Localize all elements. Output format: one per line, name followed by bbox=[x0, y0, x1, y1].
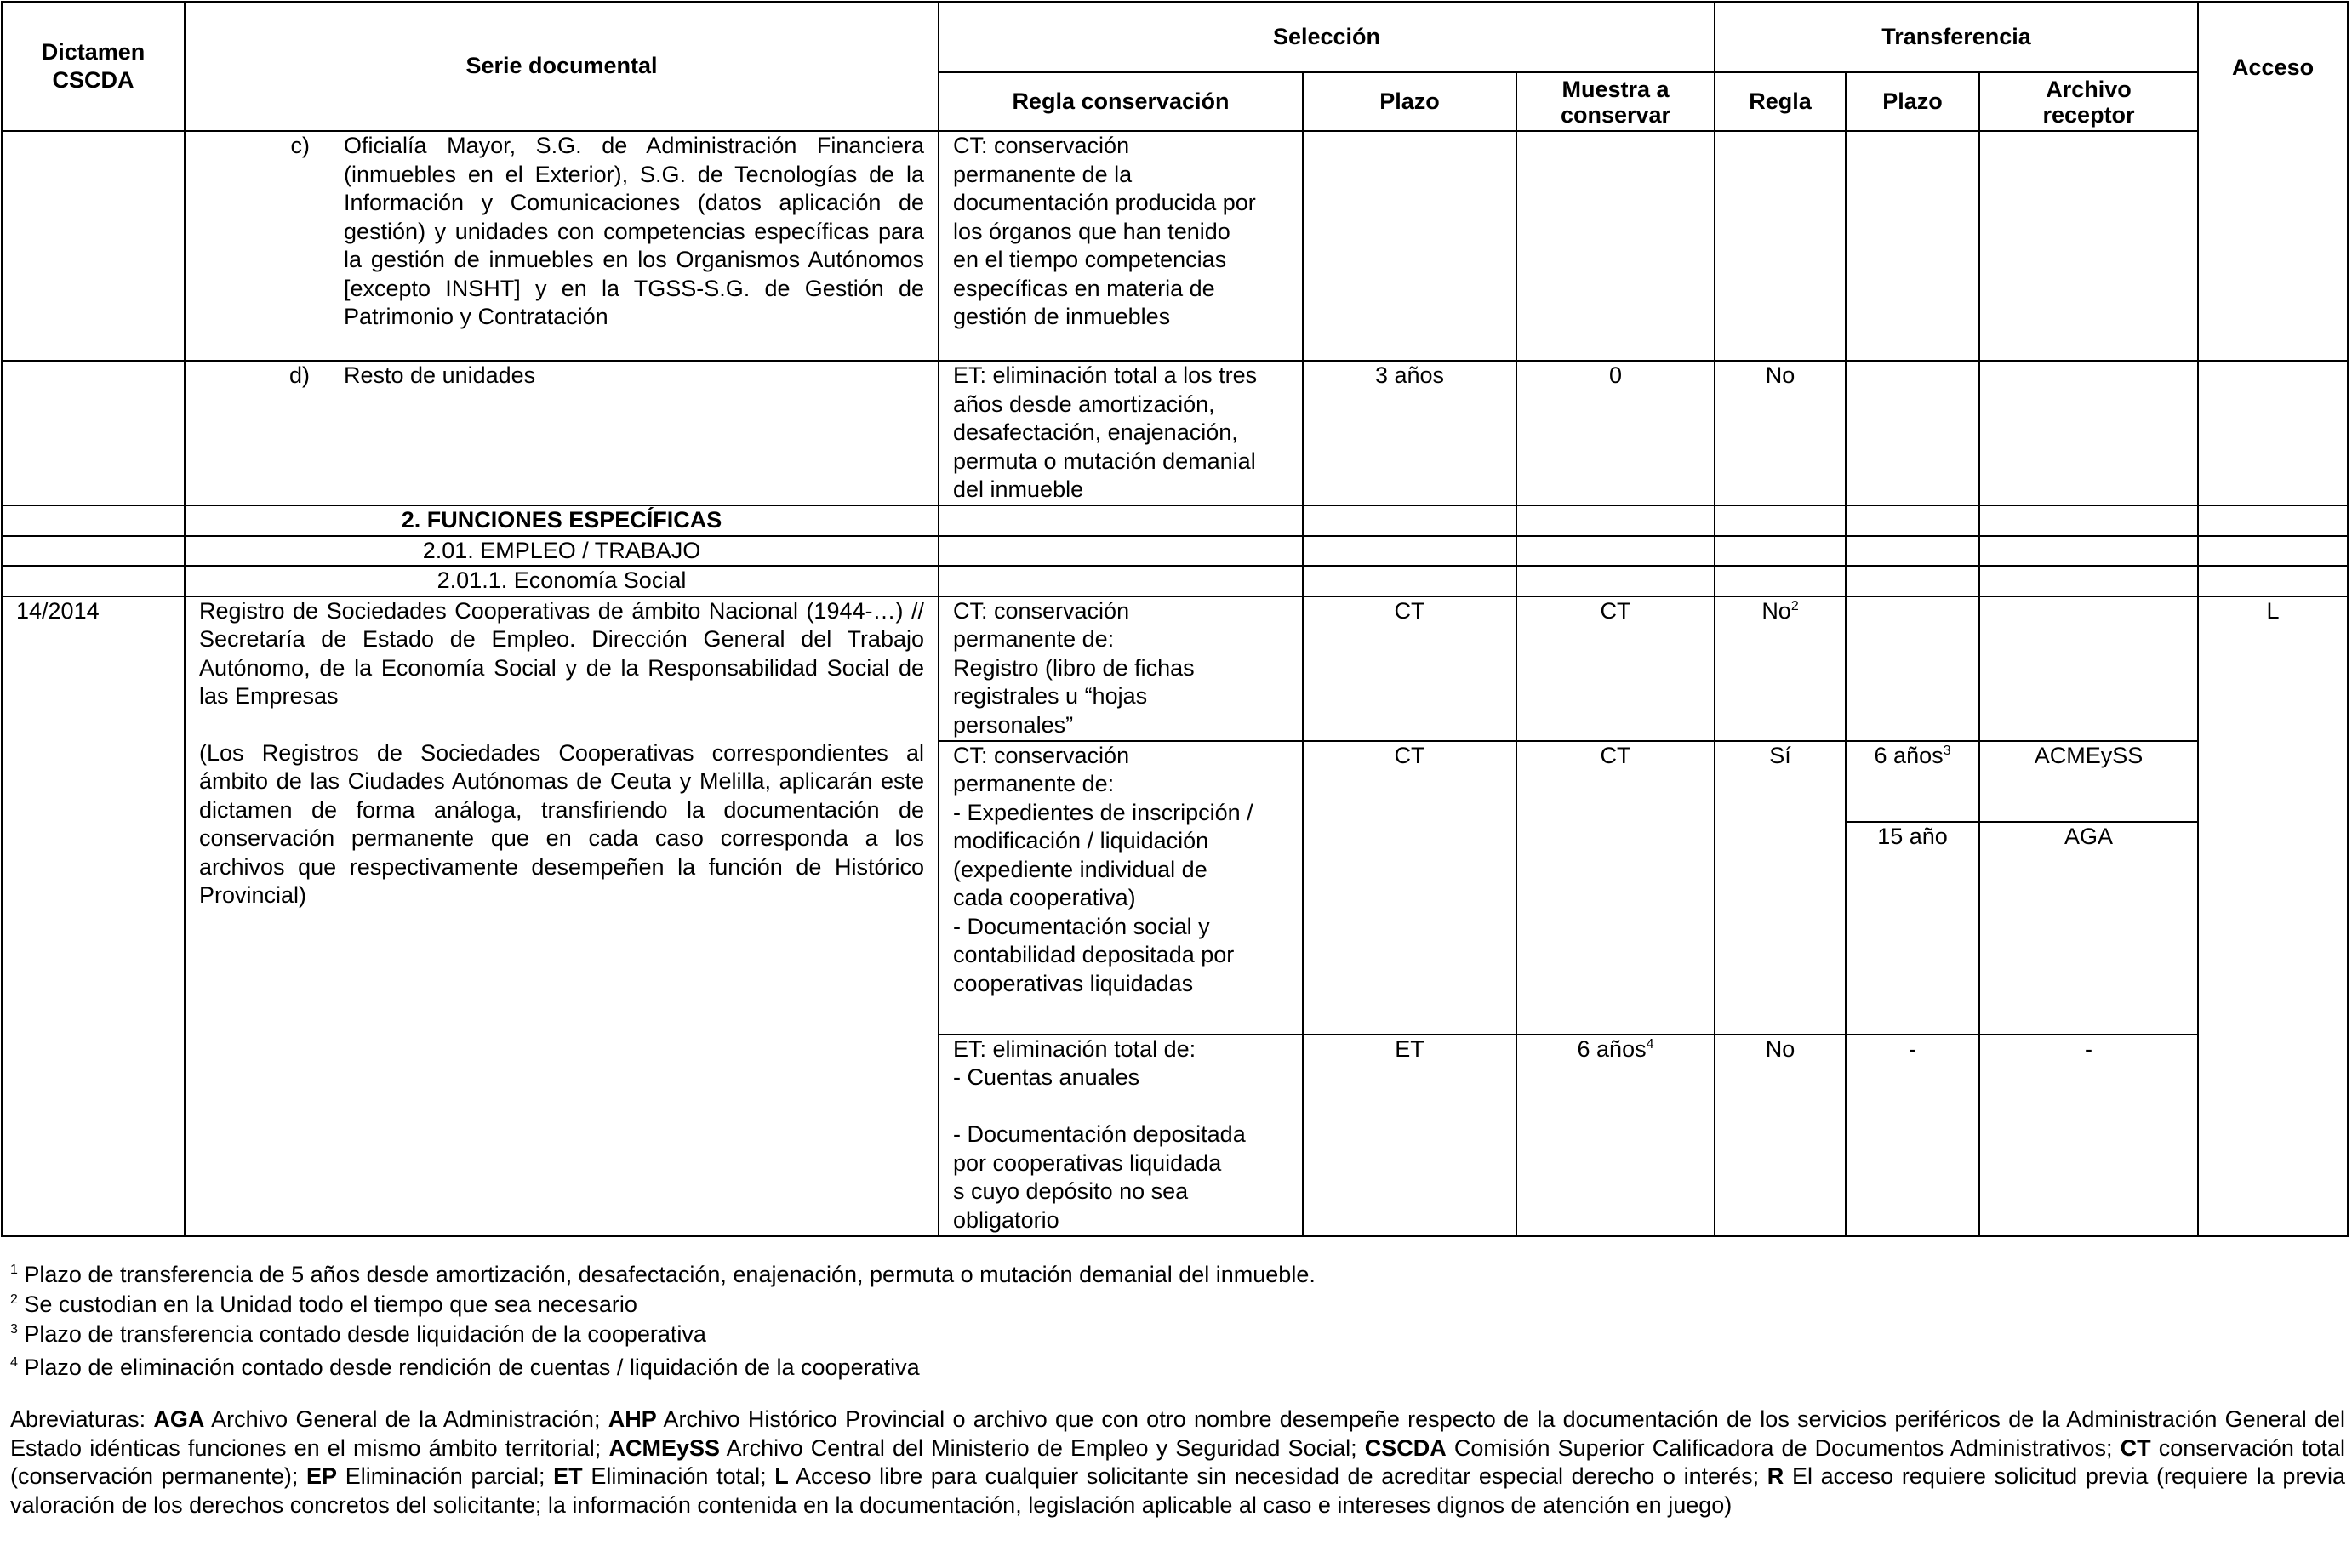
cell-empty bbox=[2, 505, 185, 536]
cell-empty bbox=[1516, 131, 1715, 361]
transf-regla-d: No bbox=[1715, 361, 1846, 505]
transf-plazo-sub3: - bbox=[1846, 1035, 1979, 1236]
cell-empty bbox=[1516, 505, 1715, 536]
regla-conservacion-sub3: ET: eliminación total de: - Cuentas anuales - Documentación depositada por cooperativas liquidada s cuyo depósito no sea obligatorio bbox=[939, 1035, 1303, 1236]
transf-regla-sub1: No$^2$ bbox=[1715, 596, 1846, 741]
cell-empty bbox=[1715, 131, 1846, 361]
serie-text: Oficialía Mayor, S.G. de Administración Financiera (inmuebles en el Exterior), S.G. de Tecnologías de la Información y Comunicaciones (datos aplicación de gestión) y unidades con competencias específicas para la gestión de inmuebles en los Organismos Autónomos [excepto INSHT] y en la TGSS-S.G. de Gestión de Patrimonio y Contratación bbox=[344, 133, 924, 329]
cell-empty bbox=[1715, 536, 1846, 567]
acceso-value: L bbox=[2198, 596, 2348, 1236]
header-archivo: Archivo receptor bbox=[1979, 72, 2198, 131]
muestra-sub1: CT bbox=[1516, 596, 1715, 741]
cell-empty bbox=[1303, 131, 1516, 361]
cell-empty bbox=[939, 505, 1303, 536]
header-serie: Serie documental bbox=[185, 2, 939, 131]
cell-empty bbox=[1846, 596, 1979, 741]
cell-empty bbox=[2, 361, 185, 505]
serie-main bbox=[185, 596, 939, 1236]
footnote: $^3$ Plazo de transferencia contado desde liquidación de la cooperativa bbox=[10, 1321, 706, 1347]
serie-text: Resto de unidades bbox=[344, 362, 536, 388]
dictamen-number: 14/2014 bbox=[2, 596, 185, 1236]
cell-empty bbox=[2198, 505, 2348, 536]
serie-text: Registro de Sociedades Cooperativas de ámbito Nacional (1944-…) // Secretaría de Estado de Empleo. Dirección General del Trabajo Autónomo, de la Economía Social y de la Responsabilidad Social de las Empresas bbox=[199, 597, 924, 709]
serie-row-c bbox=[185, 131, 939, 361]
archivo-sub2a: ACMEySS bbox=[1979, 741, 2198, 822]
header-plazo: Plazo bbox=[1303, 72, 1516, 131]
cell-empty bbox=[2, 536, 185, 567]
cell-empty bbox=[1979, 505, 2198, 536]
plazo-sub3: ET bbox=[1303, 1035, 1516, 1236]
cell-empty bbox=[1303, 566, 1516, 596]
cell-empty bbox=[1516, 566, 1715, 596]
muestra-d: 0 bbox=[1516, 361, 1715, 505]
cell-empty bbox=[1846, 131, 1979, 361]
cell-empty bbox=[1846, 505, 1979, 536]
row-letter: d) bbox=[288, 362, 310, 388]
cell-empty bbox=[1979, 596, 2198, 741]
cell-empty bbox=[1979, 536, 2198, 567]
cell-empty bbox=[1979, 361, 2198, 505]
cell-empty bbox=[939, 536, 1303, 567]
transf-regla-sub2: Sí bbox=[1715, 741, 1846, 1035]
cell-empty bbox=[1846, 566, 1979, 596]
transf-plazo-sub2b: 15 año bbox=[1846, 822, 1979, 1035]
regla-conservacion-c: CT: conservación permanente de la documentación producida por los órganos que han tenido en el tiempo competencias específicas en materia de gestión de inmuebles bbox=[939, 131, 1303, 361]
cell-empty bbox=[1516, 536, 1715, 567]
cell-empty bbox=[1303, 536, 1516, 567]
cell-empty bbox=[1846, 536, 1979, 567]
cell-empty bbox=[1979, 131, 2198, 361]
footnote: $^1$ Plazo de transferencia de 5 años desde amortización, desafectación, enajenación, permuta o mutación demanial del inmueble. bbox=[10, 1262, 1316, 1287]
cell-empty bbox=[2198, 361, 2348, 505]
cell-empty bbox=[2, 566, 185, 596]
muestra-sub3: 6 años$^4$ bbox=[1516, 1035, 1715, 1236]
cell-empty bbox=[2, 131, 185, 361]
plazo-sub1: CT bbox=[1303, 596, 1516, 741]
footnotes bbox=[10, 1260, 2342, 1383]
regla-conservacion-d: ET: eliminación total a los tres años desde amortización, desafectación, enajenación, permuta o mutación demanial del inmueble bbox=[939, 361, 1303, 505]
archivo-sub3: - bbox=[1979, 1035, 2198, 1236]
transf-regla-sub3: No bbox=[1715, 1035, 1846, 1236]
cell-empty bbox=[2198, 566, 2348, 596]
regla-conservacion-sub1: CT: conservación permanente de: Registro (libro de fichas registrales u “hojas personales” bbox=[939, 596, 1303, 741]
serie-row-d bbox=[185, 361, 939, 505]
header-regla-conservacion: Regla conservación bbox=[939, 72, 1303, 131]
header-transferencia: Transferencia bbox=[1715, 2, 2198, 72]
regla-conservacion-sub2: CT: conservación permanente de: - Expedientes de inscripción / modificación / liquidación (expediente individual de cada cooperativa) - Documentación social y contabilidad depositada por cooperativas liquidadas bbox=[939, 741, 1303, 1035]
cell-empty bbox=[2198, 536, 2348, 567]
plazo-sub2: CT bbox=[1303, 741, 1516, 1035]
header-dictamen: Dictamen CSCDA bbox=[2, 2, 185, 131]
serie-note: (Los Registros de Sociedades Cooperativas correspondientes al ámbito de las Ciudades Autónomas de Ceuta y Melilla, aplicarán este dictamen de forma análoga, transfiriendo la documentación de conservación permanente que en cada caso corresponda a los archivos que respectivamente desempeñen la función de Histórico Provincial) bbox=[199, 739, 924, 908]
transf-plazo-sub2a: 6 años$^3$ bbox=[1846, 741, 1979, 822]
footnote: $^4$ Plazo de eliminación contado desde rendición de cuentas / liquidación de la cooperativa bbox=[10, 1354, 920, 1380]
plazo-d: 3 años bbox=[1303, 361, 1516, 505]
cell-empty bbox=[1979, 566, 2198, 596]
cell-empty bbox=[1303, 505, 1516, 536]
section-empleo: 2.01. EMPLEO / TRABAJO bbox=[185, 536, 939, 567]
header-plazo-transferencia: Plazo bbox=[1846, 72, 1979, 131]
cell-empty bbox=[939, 566, 1303, 596]
footnote: $^2$ Se custodian en la Unidad todo el tiempo que sea necesario bbox=[10, 1291, 637, 1317]
archivo-sub2b: AGA bbox=[1979, 822, 2198, 1035]
section-funciones: 2. FUNCIONES ESPECÍFICAS bbox=[185, 505, 939, 536]
conservation-table bbox=[1, 1, 2349, 1237]
cell-empty bbox=[1846, 361, 1979, 505]
cell-empty bbox=[1715, 566, 1846, 596]
header-regla: Regla bbox=[1715, 72, 1846, 131]
muestra-sub2: CT bbox=[1516, 741, 1715, 1035]
header-acceso: Acceso bbox=[2198, 2, 2348, 361]
section-economia: 2.01.1. Economía Social bbox=[185, 566, 939, 596]
abbreviations: Abreviaturas: AGA Archivo General de la Administración; AHP Archivo Histórico Provincial o archivo que con otro nombre desempeñe respecto de la documentación de los servicios periféricos de la Administración General del Estado idénticas funciones en el mismo ámbito territorial; ACMEySS Archivo Central del Ministerio de Empleo y Seguridad Social; CSCDA Comisión Superior Calificadora de Documentos Administrativos; CT conservación total (conservación permanente); EP Eliminación parcial; ET Eliminación total; L Acceso libre para cualquier solicitante sin necesidad de acreditar especial derecho o interés; R El acceso requiere solicitud previa (requiere la previa valoración de los derechos concretos del solicitante; la información contenida en la documentación, legislación aplicable al caso e intereses dignos de atención en juego) bbox=[10, 1406, 2346, 1518]
cell-empty bbox=[1715, 505, 1846, 536]
header-muestra: Muestra a conservar bbox=[1516, 72, 1715, 131]
header-seleccion: Selección bbox=[939, 2, 1715, 72]
row-letter: c) bbox=[290, 133, 310, 158]
